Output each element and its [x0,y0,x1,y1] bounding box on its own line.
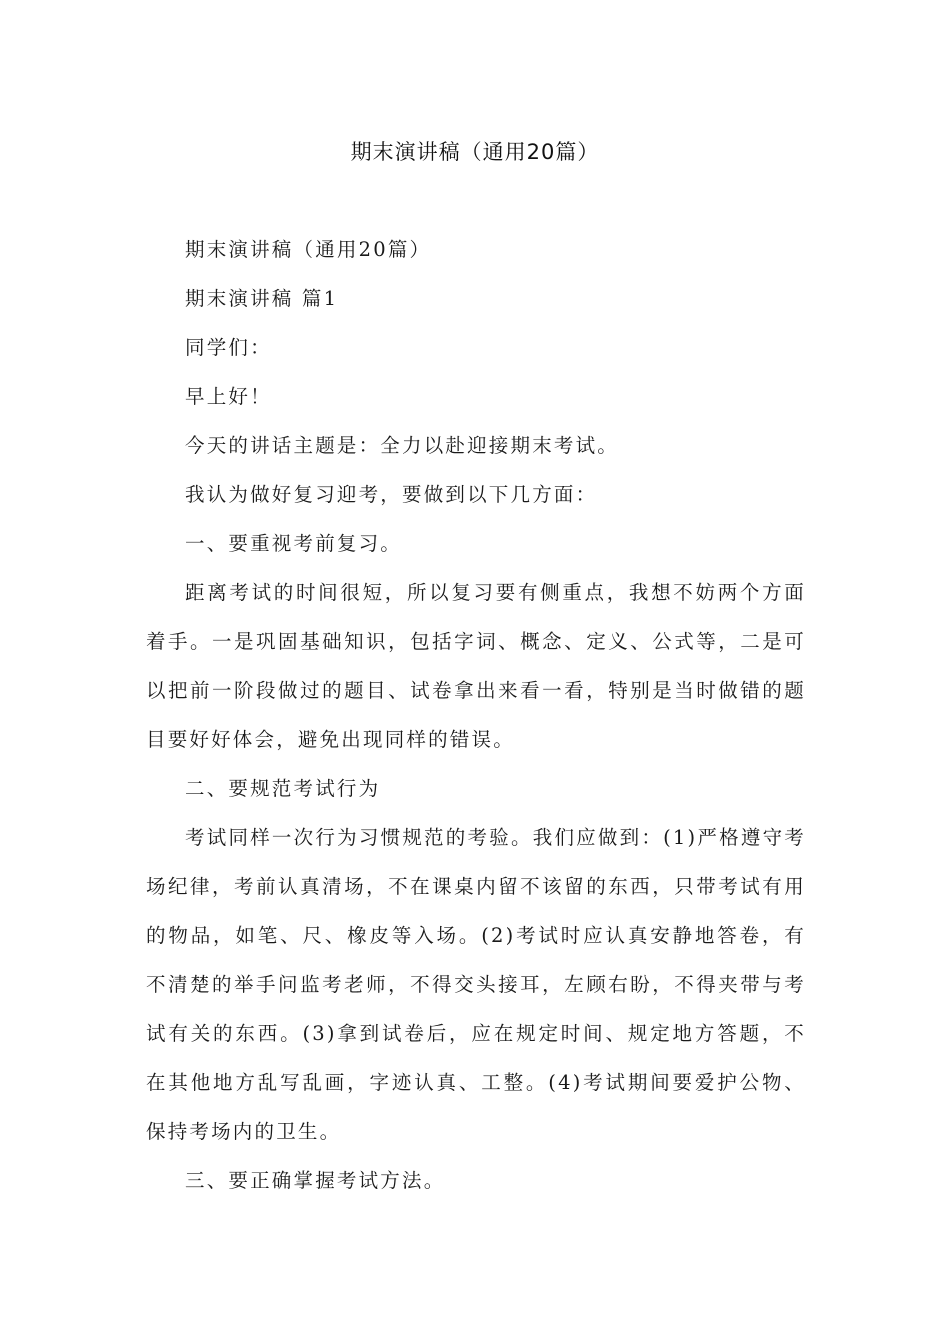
paragraph-greeting: 早上好！ [185,385,272,408]
document-title: 期末演讲稿（通用20篇） [350,140,600,164]
paragraph-point-three: 三、要正确掌握考试方法。 [185,1169,446,1192]
paragraph-point-two-body: 考试同样一次行为习惯规范的考验。我们应做到：(1)严格遵守考场纪律，考前认真清场，不在课桌内留不该留的东西，只带考试有用的物品，如笔、尺、橡皮等入场。(2)考试时应认真安静地答卷，有不清楚的举手问监考老师，不得交头接耳，左顾右盼，不得夹带与考试有关的东西。(3)拿到试卷后，应在规定时间、规定地方答题，不在其他地方乱写乱画，字迹认真、工整。(4)考试期间要爱护公物、保持考场内的卫生。 [146,826,806,1143]
paragraph-intro: 我认为做好复习迎考，要做到以下几方面： [185,483,598,506]
paragraph-section-label: 期末演讲稿 篇1 [185,287,339,310]
document-body [146,225,806,1205]
paragraph-heading-repeat: 期末演讲稿（通用20篇） [185,238,432,261]
paragraph-salutation: 同学们： [185,336,272,359]
paragraph-point-two: 二、要规范考试行为 [185,777,381,800]
paragraph-point-one-body: 距离考试的时间很短，所以复习要有侧重点，我想不妨两个方面着手。一是巩固基础知识，包括字词、概念、定义、公式等，二是可以把前一阶段做过的题目、试卷拿出来看一看，特别是当时做错的题目要好好体会，避免出现同样的错误。 [146,581,806,751]
paragraph-topic: 今天的讲话主题是：全力以赴迎接期末考试。 [185,434,620,457]
paragraph-point-one: 一、要重视考前复习。 [185,532,403,555]
